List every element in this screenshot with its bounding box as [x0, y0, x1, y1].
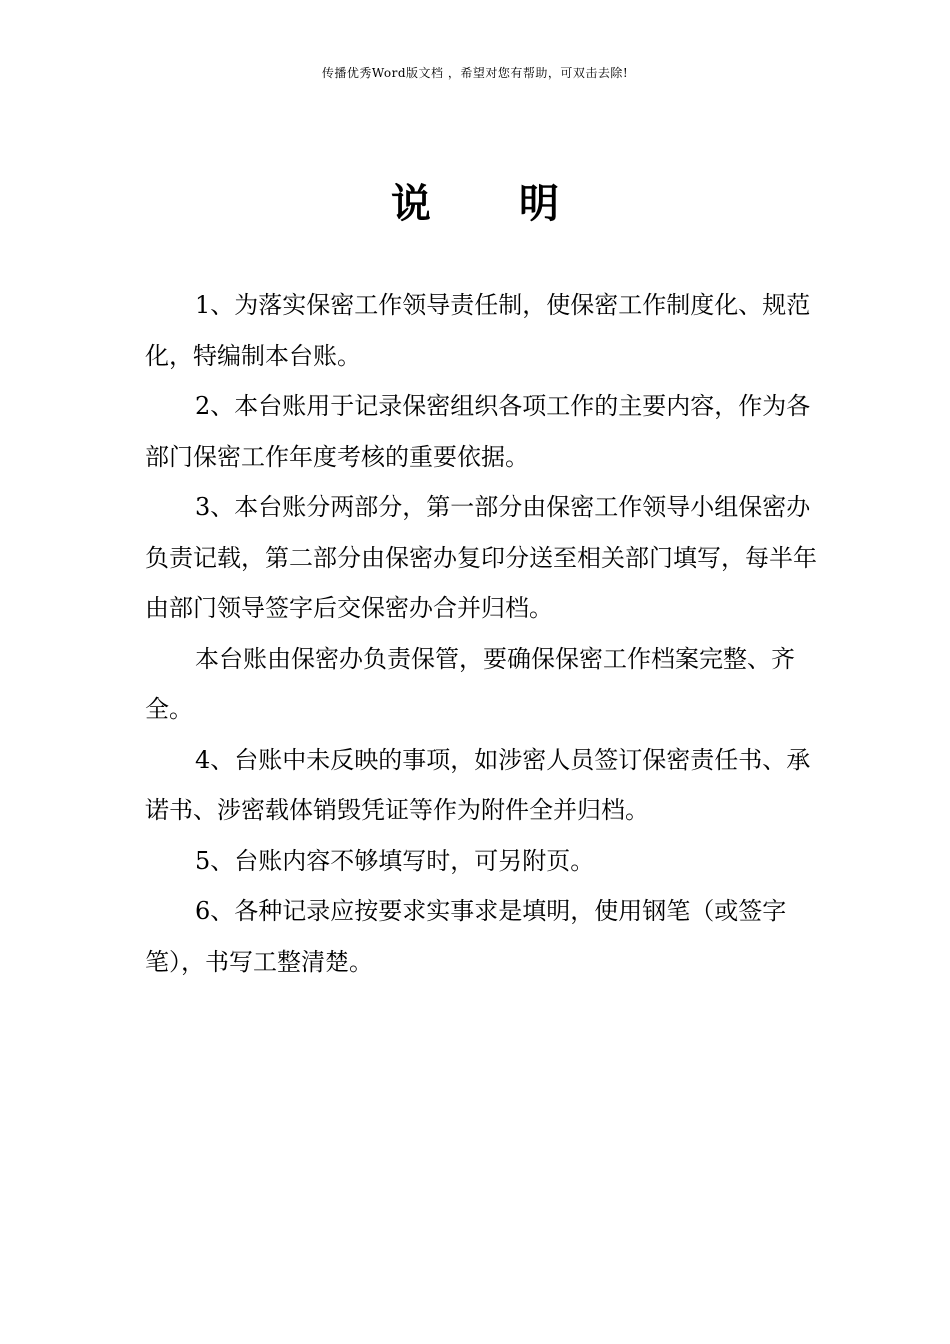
paragraph-3: 3、本台账分两部分，第一部分由保密工作领导小组保密办负责记载，第二部分由保密办复印分送至相关部门填写，每半年由部门领导签字后交保密办合并归档。 [145, 493, 817, 622]
header-note: 传播优秀Word版文档 ，希望对您有帮助，可双击去除! [321, 66, 629, 80]
paragraph-1: 1、为落实保密工作领导责任制，使保密工作制度化、规范化，特编制本台账。 [145, 291, 811, 370]
title-char-2: 明 [519, 181, 559, 227]
paragraph-6: 6、各种记录应按要求实事求是填明，使用钢笔（或签字笔），书写工整清楚。 [145, 897, 787, 976]
paragraph-2: 2、本台账用于记录保密组织各项工作的主要内容，作为各部门保密工作年度考核的重要依据。 [145, 392, 811, 471]
document-body [145, 280, 833, 987]
page-title [0, 172, 950, 229]
title-char-1: 说 [391, 181, 431, 227]
paragraph-4: 4、台账中未反映的事项，如涉密人员签订保密责任书、承诺书、涉密载体销毁凭证等作为附件全并归档。 [145, 745, 811, 824]
paragraph-5: 5、台账内容不够填写时，可另附页。 [195, 846, 595, 875]
paragraph-storage: 本台账由保密办负责保管，要确保保密工作档案完整、齐全。 [145, 644, 795, 723]
